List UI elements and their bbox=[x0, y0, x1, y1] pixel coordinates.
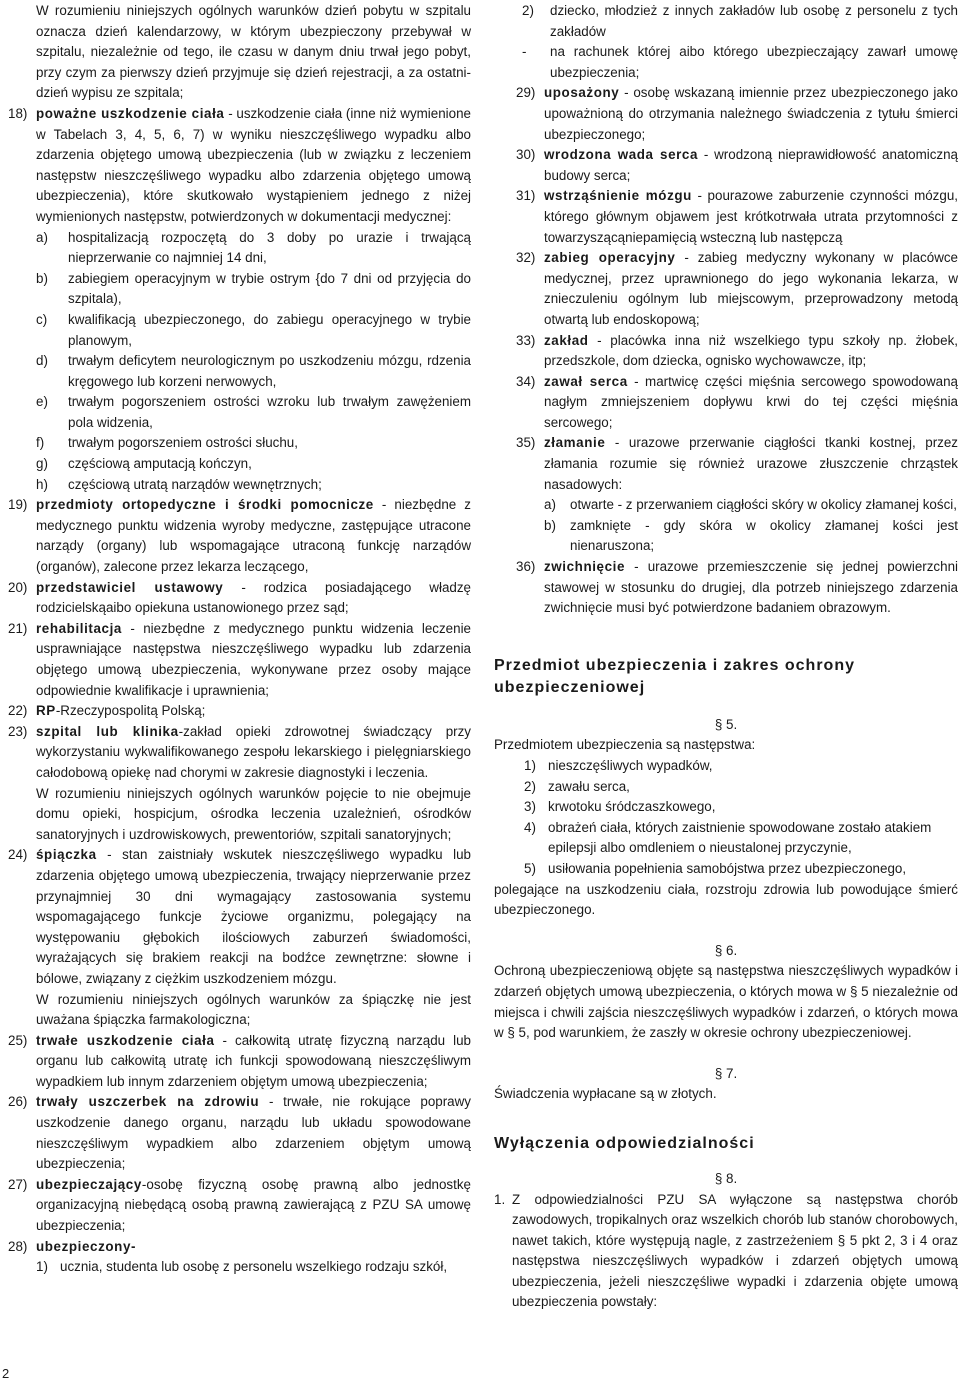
definition-term: poważne uszkodzenie ciała bbox=[36, 105, 225, 121]
paragraph-8-item-1: 1. Z odpowiedzialności PZU SA wyłączone są następstwa chorób zawodowych, tropikalnych oraz wszelkich chorób lub stanów chorobowych, nawet takich, które występują nagle, z zastrzeżeniem § 5 pkt 2, 3 i 4 oraz następstwa nieszczęśliwych wypadków i zdarzeń objętych umową ubezpieczenia, jeżeli nieszczęśliwe wypadki i zdarzenia objęte umową ubezpieczenia powstały: bbox=[494, 1191, 958, 1310]
definition-20: 20) przedstawiciel ustawowy - rodzica posiadającego władzę rodzicielskąaibo opiekuna ustanowionego przez sąd; bbox=[8, 579, 471, 616]
sublist-item: e) trwałym pogorszeniem ostrości wzroku lub trwałym zawężeniem pola widzenia, bbox=[36, 394, 471, 430]
definition-18 bbox=[8, 104, 471, 228]
paragraph-number-5: § 5. bbox=[714, 716, 738, 732]
sublist-item: b) zamknięte - gdy skóra w okolicy złamanej kości jest nienaruszona; bbox=[544, 517, 958, 554]
list-item: 4) obrażeń ciała, których zaistnienie spowodowane zostało atakiem epilepsji albo omdleniem o nieustalonej przyczynie, bbox=[524, 819, 932, 856]
left-column bbox=[8, 0, 471, 1278]
paragraph-number-8: § 8. bbox=[714, 1170, 738, 1186]
list-item: 5) usiłowania popełnienia samobójstwa przez ubezpieczonego, bbox=[524, 860, 907, 876]
page-number: 2 bbox=[2, 1366, 10, 1381]
continuation-item: 2) dziecko, młodzież z innych zakładów lub osobę z personelu z tych zakładów bbox=[522, 3, 958, 39]
definition-25: 25) trwałe uszkodzenie ciała - całkowitą utratę fizyczną narządu lub organu lub całkowitą utratę ich funkcji spowodowaną nieszczęśliwym wypadkiem lub innym zdarzeniem objętym umową ubezpieczenia; bbox=[8, 1032, 471, 1089]
sublist-item: b) zabiegiem operacyjnym w trybie ostrym {do 7 dni od przyjęcia do szpitala), bbox=[36, 270, 471, 307]
list-item: 1) nieszczęśliwych wypadków, bbox=[524, 758, 713, 773]
paragraph-7-text: Świadczenia wypłacane są w złotych. bbox=[494, 1086, 717, 1102]
definition-19: 19) przedmioty ortopedyczne i środki pomocnicze - niezbędne z medycznego punktu widzenia wyroby medyczne, zastępujące utracone narządy (organy) lub wspomagające utraconą funkcję narządów (organów), zalecone przez lekarza leczącego, bbox=[8, 497, 471, 575]
definition-33: 33) zakład - placówka inna niż wszelkiego typu szkoły np. żłobek, przedszkole, dom dziecka, ognisko wychowawcze, itp; bbox=[516, 332, 958, 369]
definition-31: 31) wstrząśnienie mózgu - pourazowe zaburzenie czynności mózgu, którego głównym objawem jest krótkotrwała utrata przytomności z towarzyszącąniepamięcią wsteczną lub następczą bbox=[516, 188, 958, 245]
definition-35: 35) złamanie - urazowe przerwanie ciągłości tkanki kostnej, przez złamania rozumie się również urazowe złuszczenie chrząstek nasadowych: bbox=[516, 435, 958, 492]
section-heading-scope: Przedmiot ubezpieczenia i zakres ochrony ubezpieczeniowej bbox=[494, 656, 855, 696]
sublist-item: h) częściową utratą narządów wewnętrznych; bbox=[36, 476, 322, 492]
definition-number: 18) bbox=[8, 105, 28, 121]
paragraph-5-list bbox=[494, 756, 958, 880]
definition-27: 27) ubezpieczający-osobę fizyczną osobę prawną albo jednostkę organizacyjną niebędącą osobą prawną zawierającą z PZU SA umowę ubezpieczenia; bbox=[8, 1176, 471, 1234]
definition-18-sublist bbox=[8, 228, 471, 496]
definition-24-note: W rozumieniu niniejszych ogólnych warunków za śpiączkę nie jest uważana śpiączka farmakologiczna; bbox=[36, 991, 471, 1028]
definition-21: 21) rehabilitacja - niezbędne z medycznego punktu widzenia leczenie usprawniające następstwa nieszczęśliwego wypadku lub zdarzenia objętego umową ubezpieczenia, wykonywane przez osoby mające odpowiednie kwalifikacje i uprawnienia; bbox=[8, 620, 471, 698]
sublist-item: c) kwalifikacją ubezpieczonego, do zabiegu operacyjnego w trybie planowym, bbox=[36, 311, 471, 348]
definition-29: 29) uposażony - osobę wskazaną imiennie przez ubezpieczonego jako upoważnioną do otrzymania należnego świadczenia z tytułu śmierci ubezpieczonego; bbox=[516, 85, 958, 142]
definition-35-sublist bbox=[494, 495, 958, 557]
definition-28: 28) ubezpieczony- bbox=[8, 1238, 137, 1254]
definition-28-sublist-item: 1) ucznia, studenta lub osobę z personelu wszelkiego rodzaju szkół, bbox=[36, 1259, 448, 1275]
sublist-item: a) otwarte - z przerwaniem ciągłości skóry w okolicy złamanej kości, bbox=[544, 497, 957, 513]
list-item: 2) zawału serca, bbox=[524, 778, 630, 794]
definition-text: - uszkodzenie ciała (inne niż wymienione w Tabelach 3, 4, 5, 6, 7) w wyniku nieszczęśliwego wypadku albo zdarzenia objętego umową ubezpieczenia (lub w związku z leczeniem następstw nieszczęśliwego wypadku albo zdarzenia objętego umową ubezpieczenia), które skutkowało wystąpieniem jednego z niżej wymienionych następstw, potwierdzonych w dokumentacji medycznej: bbox=[36, 105, 471, 224]
paragraph-5-lead: Przedmiotem ubezpieczenia są następstwa: bbox=[494, 737, 756, 753]
definition-22: 22) RP-Rzeczypospolitą Polską; bbox=[8, 703, 206, 719]
sublist-item: d) trwałym deficytem neurologicznym po uszkodzeniu mózgu, rdzenia kręgowego lub korzeni nerwowych, bbox=[36, 353, 471, 389]
definition-24: 24) śpiączka - stan zaistniały wskutek nieszczęśliwego wypadku lub zdarzenia objętego umową ubezpieczenia, trwający nieprzerwanie przez przynajmniej 30 dni wymagający zastosowania systemu wspomagającego funkcje życiowe organizmu, polegający na występowaniu głębokich ilościowych zaburzeń świadomości, wyrażających się brakiem reakcji na bodźce zewnętrzne: słowne i bólowe, związany z ciężkim uszkodzeniem mózgu. bbox=[8, 847, 471, 986]
definition-36: 36) zwichnięcie - urazowe przemieszczenie się jednej powierzchni stawowej w stosunku do drugiej, dla potrzeb niniejszego zdarzenia zwichnięcie musi być potwierdzone badaniem obrazowym. bbox=[516, 559, 958, 616]
section-heading-exclusions: Wyłączenia odpowiedzialności bbox=[494, 1134, 755, 1152]
definition-26: 26) trwały uszczerbek na zdrowiu - trwałe, nie rokujące poprawy uszkodzenie danego organu, narządu lub układu spowodowane nieszczęśliwym wypadkiem albo zdarzeniem objętym umową ubezpieczenia; bbox=[8, 1094, 471, 1172]
paragraph-6-text: Ochroną ubezpieczeniową objęte są następstwa nieszczęśliwych wypadków i zdarzeń objętych umową ubezpieczenia, o których mowa w § 5 niezależnie od miejsca i chwili zajścia nieszczęśliwych wypadków i zdarzeń, o których mowa w § 5, pod warunkiem, że zaszły w okresie ochrony ubezpieczeniowej. bbox=[494, 963, 958, 1041]
paragraph-5-tail: polegające na uszkodzeniu ciała, rozstroju zdrowia lub powodujące śmierć ubezpieczonego. bbox=[494, 881, 958, 918]
continuation-item: - na rachunek której aibo którego ubezpieczający zawarł umowę ubezpieczenia; bbox=[522, 44, 958, 80]
definition-30: 30) wrodzona wada serca - wrodzoną nieprawidłowość anatomiczną budowy serca; bbox=[516, 147, 958, 183]
sublist-item: a) hospitalizacją rozpoczętą do 3 doby po urazie i trwającą nieprzerwanie co najmniej 14 dni, bbox=[36, 229, 471, 266]
list-item: 3) krwotoku śródczaszkowego, bbox=[524, 799, 716, 815]
sublist-item: f) trwałym pogorszeniem ostrości słuchu, bbox=[36, 435, 298, 451]
definition-32: 32) zabieg operacyjny - zabieg medyczny wykonany w placówce medycznej, przez uprawnionego do jego wykonania lekarza, w znieczuleniu ogólnym lub miejscowym, przeprowadzony metodą otwartą lub endoskopową; bbox=[516, 250, 959, 327]
day-of-stay-definition: W rozumieniu niniejszych ogólnych warunków dzień pobytu w szpitalu oznacza dzień kalendarzowy, w którym ubezpieczony przebywał w szpitalu, niezależnie od tego, ile czasu w danym dniu trwał jego pobyt, przy czym za pierwszy dzień przyjmuje się dzień rejestracji, a za ostatni-dzień wypisu ze szpitala; bbox=[36, 3, 471, 101]
paragraph-number-6: § 6. bbox=[714, 942, 738, 958]
right-column bbox=[494, 0, 958, 1313]
sublist-item: g) częściową amputacją kończyn, bbox=[36, 456, 252, 472]
definition-23-note: W rozumieniu niniejszych ogólnych warunków pojęcie to nie obejmuje domu opieki, hospicjum, ośrodka leczenia uzależnień, ośrodków sanatoryjnych i uzdrowiskowych, prewentoriów, szpitali sanatoryjnych; bbox=[36, 785, 471, 842]
definition-23: 23) szpital lub klinika-zakład opieki zdrowotnej świadczący przy wykorzystaniu wykwalifikowanego zespołu lekarskiego i pielęgniarskiego całodobową opiekę nad chorymi w zakresie diagnostyki i leczenia. bbox=[8, 723, 471, 780]
paragraph-number-7: § 7. bbox=[714, 1065, 738, 1081]
definition-34: 34) zawał serca - martwicę części mięśnia sercowego spowodowaną nagłym zmniejszeniem dopływu krwi do tej części mięśnia sercowego; bbox=[516, 373, 958, 430]
